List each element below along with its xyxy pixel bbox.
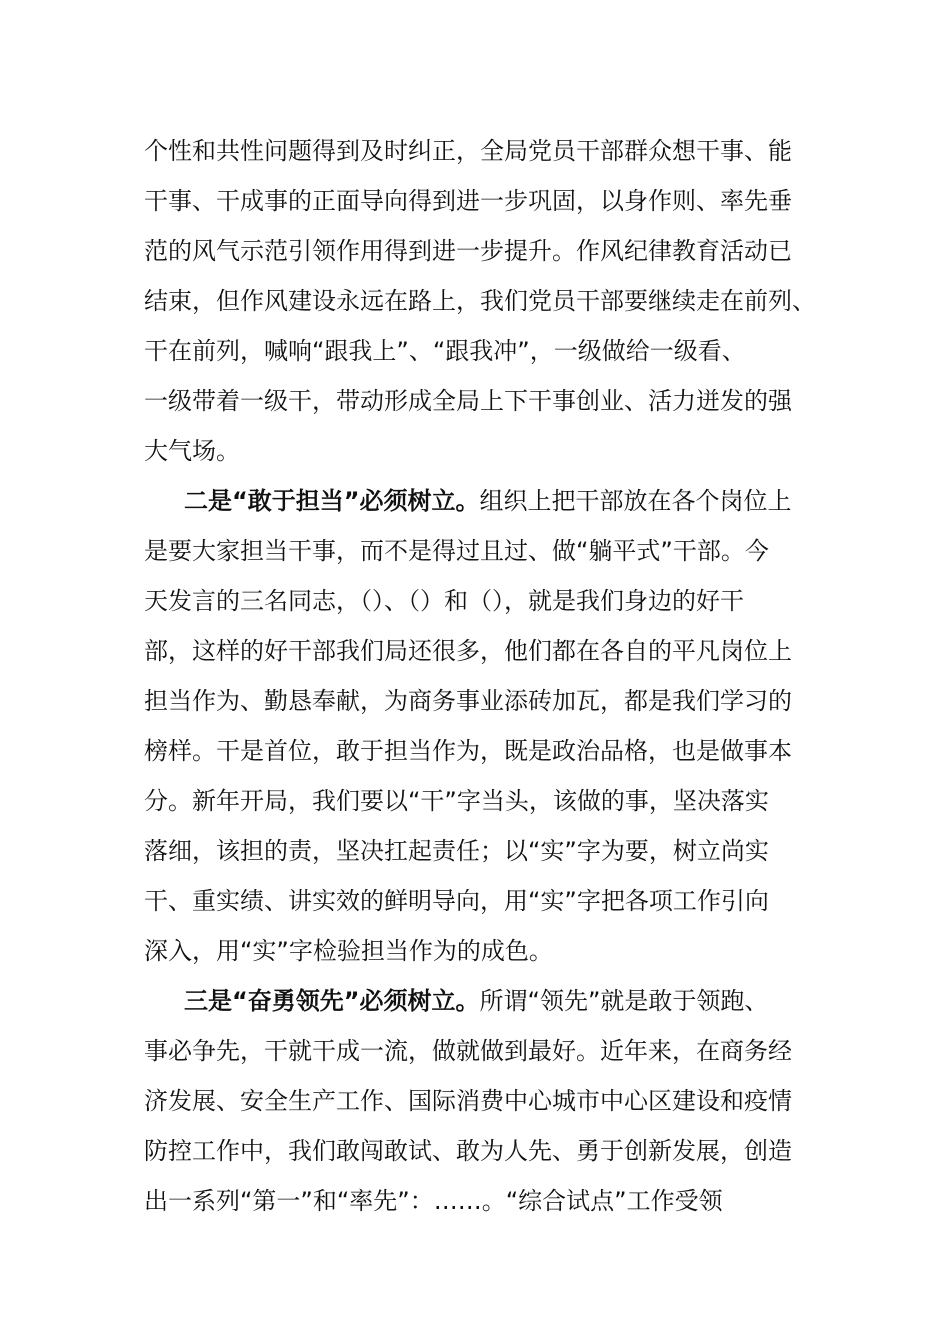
text-run: 干事、干成事的正面导向得到进一步巩固，以身作则、率先垂	[144, 187, 792, 215]
text-line	[144, 976, 814, 1026]
text-run: 范的风气示范引领作用得到进一步提升。作风纪律教育活动已	[144, 237, 792, 265]
text-line	[144, 376, 814, 426]
text-run: 所谓“领先”就是敢于领跑、	[479, 987, 769, 1015]
paragraph-p2	[144, 476, 814, 976]
text-line	[144, 676, 814, 726]
text-run: 一级带着一级干，带动形成全局上下干事创业、活力迸发的强	[144, 387, 792, 415]
text-line	[144, 476, 814, 526]
text-run: 个性和共性问题得到及时纠正，全局党员干部群众想干事、能	[144, 137, 792, 165]
text-run: 落细，该担的责，坚决扛起责任；以“实”字为要，树立尚实	[144, 837, 769, 865]
text-line	[144, 826, 814, 876]
text-run: 担当作为、勤恳奉献，为商务事业添砖加瓦，都是我们学习的	[144, 687, 792, 715]
text-run: 分。新年开局，我们要以“干”字当头，该做的事，坚决落实	[144, 787, 769, 815]
section-heading: 二是“敢于担当”必须树立。	[184, 487, 480, 515]
text-line	[144, 926, 814, 976]
text-line	[144, 576, 814, 626]
text-line	[144, 1026, 814, 1076]
text-line	[144, 276, 814, 326]
text-run: 部，这样的好干部我们局还很多，他们都在各自的平凡岗位上	[144, 637, 792, 665]
text-line	[144, 876, 814, 926]
text-run: 干、重实绩、讲实效的鲜明导向，用“实”字把各项工作引向	[144, 887, 769, 915]
text-run: 是要大家担当干事，而不是得过且过、做“躺平式”干部。今	[144, 537, 769, 565]
text-run: 出一系列“第一”和“率先”：……。“综合试点”工作受领	[144, 1187, 723, 1215]
text-run: 防控工作中，我们敢闯敢试、敢为人先、勇于创新发展，创造	[144, 1137, 792, 1165]
text-run: 结束，但作风建设永远在路上，我们党员干部要继续走在前列、	[144, 287, 816, 315]
text-line	[144, 226, 814, 276]
text-run: 事必争先，干就干成一流，做就做到最好。近年来，在商务经	[144, 1037, 792, 1065]
text-run: 济发展、安全生产工作、国际消费中心城市中心区建设和疫情	[144, 1087, 792, 1115]
text-run: 天发言的三名同志，（）、（）和（），就是我们身边的好干	[144, 587, 744, 615]
text-line	[144, 1176, 814, 1226]
paragraph-p1	[144, 126, 814, 476]
text-line	[144, 126, 814, 176]
section-heading: 三是“奋勇领先”必须树立。	[184, 987, 480, 1015]
text-run: 干在前列，喊响“跟我上”、“跟我冲”，一级做给一级看、	[144, 337, 746, 365]
text-run: 大气场。	[144, 437, 240, 465]
text-line	[144, 426, 814, 476]
text-line	[144, 176, 814, 226]
document-body	[144, 126, 814, 1226]
text-line	[144, 626, 814, 676]
text-run: 组织上把干部放在各个岗位上	[479, 487, 792, 515]
text-line	[144, 726, 814, 776]
text-run: 深入，用“实”字检验担当作为的成色。	[144, 937, 553, 965]
text-line	[144, 1126, 814, 1176]
text-line	[144, 776, 814, 826]
paragraph-p3	[144, 976, 814, 1226]
text-line	[144, 526, 814, 576]
text-line	[144, 326, 814, 376]
text-line	[144, 1076, 814, 1126]
text-run: 榜样。干是首位，敢于担当作为，既是政治品格，也是做事本	[144, 737, 792, 765]
